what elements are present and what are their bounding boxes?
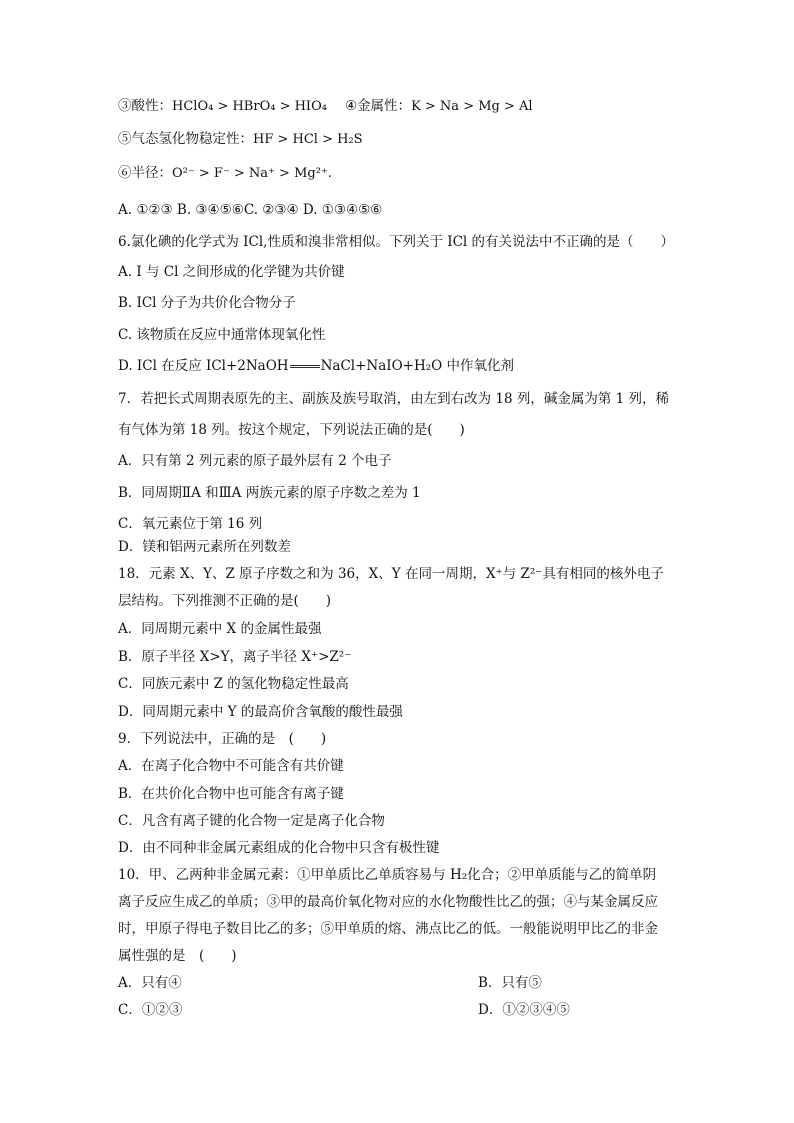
q5-item-6-label: ⑥半径： <box>118 165 172 181</box>
q9-option-b: B．在共价化合物中也可能含有离子键 <box>118 786 344 802</box>
q9-stem: 9．下列说法中，正确的是 ( ) <box>118 731 327 747</box>
q18-option-a: A．同周期元素中 X 的金属性最强 <box>118 621 322 637</box>
q18-stem-line1: 18．元素 X、Y、Z 原子序数之和为 36，X、Y 在同一周期，X⁺与 Z²⁻具有相同的核外电子 <box>118 566 664 582</box>
q6-option-a: A. I 与 Cl 之间形成的化学键为共价键 <box>118 264 345 280</box>
q5-item-3 <box>118 97 533 116</box>
q5-item-4-label: ④金属性： <box>344 98 412 114</box>
q7-option-d: D．镁和铝两元素所在列数差 <box>118 539 291 555</box>
q10-stem-line2: 离子反应生成乙的单质；③甲的最高价氧化物对应的水化物酸性比乙的强；④与某金属反应 <box>118 894 658 910</box>
q7-option-a: A．只有第 2 列元素的原子最外层有 2 个电子 <box>118 453 392 469</box>
q5-item-6 <box>118 164 332 183</box>
q10-stem-line4: 属性强的是 ( ) <box>118 948 237 964</box>
q10-stem-line1: 10．甲、乙两种非金属元素：①甲单质比乙单质容易与 H₂化合；②甲单质能与乙的简单阴 <box>118 867 657 883</box>
q5-item-4-formula: K > Na > Mg > Al <box>411 99 533 114</box>
q5-item-5-label: ⑤气态氢化物稳定性： <box>118 131 253 147</box>
q10-option-b: B．只有⑤ <box>478 975 542 991</box>
q9-option-a: A．在离子化合物中不可能含有共价键 <box>118 758 344 774</box>
q5-item-6-formula: O²⁻ > F⁻ > Na⁺ > Mg²⁺. <box>172 166 332 181</box>
q5-item-3-label: ③酸性： <box>118 98 172 114</box>
q10-option-c: C．①②③ <box>118 1002 183 1018</box>
q5-item-5-formula: HF > HCl > H₂S <box>253 132 363 147</box>
q7-option-b: B．同周期ⅡA 和ⅢA 两族元素的原子序数之差为 1 <box>118 485 421 501</box>
q6-stem: 6.氯化碘的化学式为 ICl,性质和溴非常相似。下列关于 ICl 的有关说法中不正确的是（ ） <box>118 234 675 250</box>
q6-option-d-suffix: NaCl+NaIO+H₂O 中作氧化剂 <box>320 358 515 374</box>
q7-stem-line2: 有气体为第 18 列。按这个规定，下列说法正确的是( ) <box>118 422 465 438</box>
q6-option-c: C. 该物质在反应中通常体现氧化性 <box>118 327 326 343</box>
q5-item-3-formula: HClO₄ > HBrO₄ > HIO₄ <box>172 99 327 114</box>
q10-option-a: A．只有④ <box>118 975 182 991</box>
equals-bar-icon <box>290 365 320 368</box>
q10-stem-line3: 时，甲原子得电子数目比乙的多；⑤甲单质的熔、沸点比乙的低。一般能说明甲比乙的非金 <box>118 921 658 937</box>
q6-option-b: B. ICl 分子为共价化合物分子 <box>118 295 296 311</box>
q7-option-c: C．氧元素位于第 16 列 <box>118 516 263 532</box>
q10-option-d: D．①②③④⑤ <box>478 1002 570 1018</box>
q10-options-row1 <box>118 974 182 992</box>
q18-stem-line2: 层结构。下列推测不正确的是( ) <box>118 593 332 609</box>
q9-option-c: C．凡含有离子键的化合物一定是离子化合物 <box>118 813 385 829</box>
q18-option-b: B．原子半径 X>Y，离子半径 X⁺>Z²⁻ <box>118 649 352 665</box>
q5-item-5 <box>118 130 363 149</box>
q6-option-d <box>118 357 514 375</box>
q18-option-d: D．同周期元素中 Y 的最高价含氧酸的酸性最强 <box>118 704 403 720</box>
q9-option-d: D．由不同种非金属元素组成的化合物中只含有极性键 <box>118 840 440 856</box>
q7-stem-line1: 7．若把长式周期表原先的主、副族及族号取消，由左到右改为 18 列，碱金属为第 1 列，稀 <box>118 391 670 407</box>
q5-options: A. ①②③ B. ③④⑤⑥C. ②③④ D. ①③④⑤⑥ <box>118 202 383 218</box>
q6-option-d-prefix: D. ICl 在反应 ICl+2NaOH <box>118 358 289 374</box>
q18-option-c: C．同族元素中 Z 的氢化物稳定性最高 <box>118 676 349 692</box>
